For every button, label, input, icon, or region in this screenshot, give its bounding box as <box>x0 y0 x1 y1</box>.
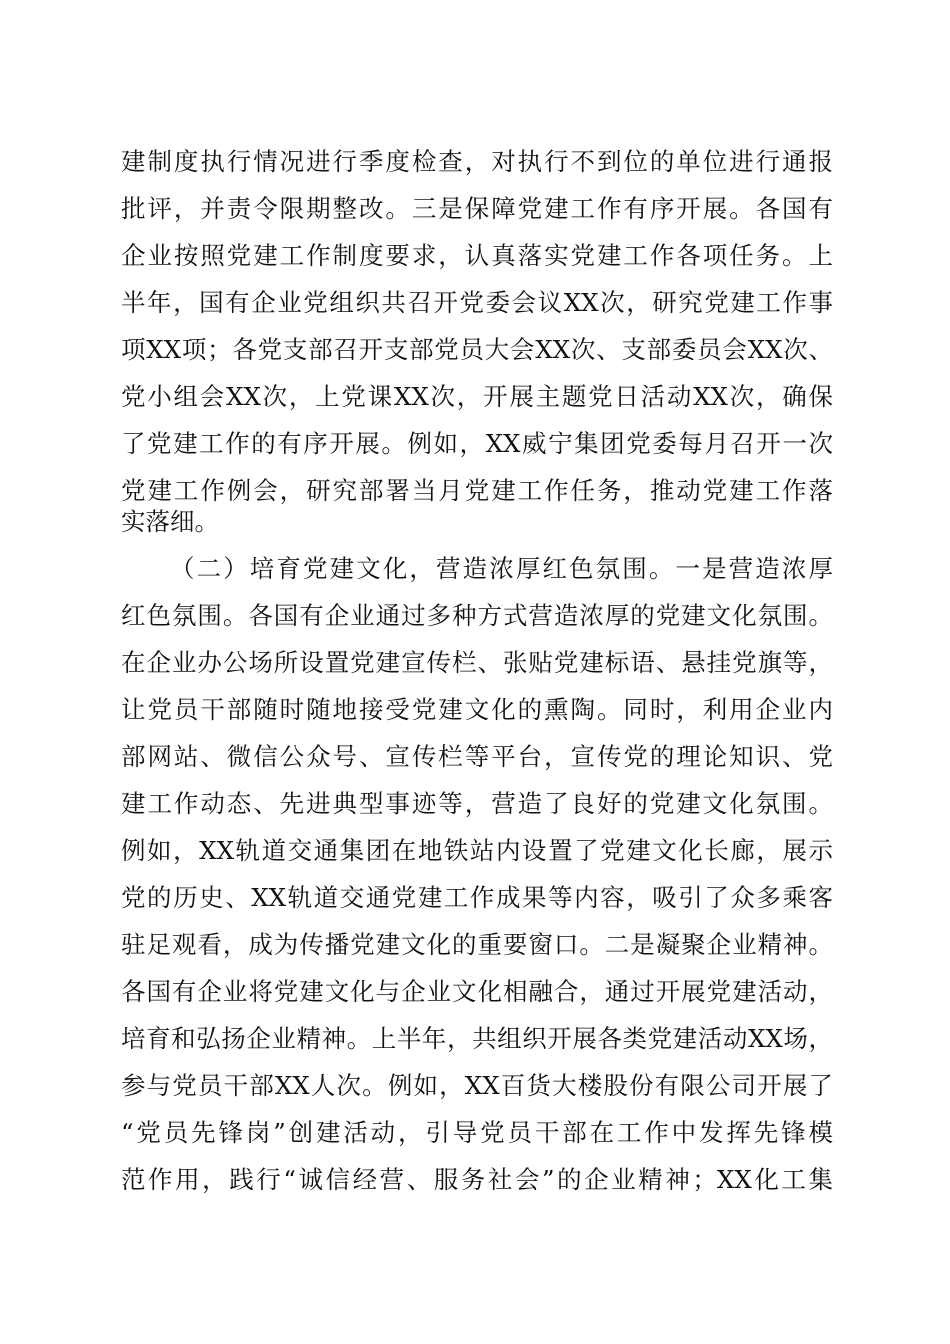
section-heading-line: （二）培育党建文化，营造浓厚红色氛围。一是营造浓厚 <box>170 554 833 583</box>
text-line: 实落细。 <box>121 507 219 536</box>
text-line: 建制度执行情况进行季度检查，对执行不到位的单位进行通报 <box>121 147 833 176</box>
text-line: 了党建工作的有序开展。例如，XX威宁集团党委每月召开一次 <box>121 429 833 458</box>
text-line: 在企业办公场所设置党建宣传栏、张贴党建标语、悬挂党旗等， <box>121 648 833 677</box>
text-line: “党员先锋岗”创建活动，引导党员干部在工作中发挥先锋模 <box>121 1118 833 1147</box>
text-line: 例如，XX轨道交通集团在地铁站内设置了党建文化长廊，展示 <box>121 836 833 865</box>
text-line: 部网站、微信公众号、宣传栏等平台，宣传党的理论知识、党 <box>121 742 833 771</box>
text-line: 项XX项；各党支部召开支部党员大会XX次、支部委员会XX次、 <box>121 335 833 364</box>
text-line: 各国有企业将党建文化与企业文化相融合，通过开展党建活动， <box>121 977 833 1006</box>
text-line: 半年，国有企业党组织共召开党委会议XX次，研究党建工作事 <box>121 288 833 317</box>
text-line: 驻足观看，成为传播党建文化的重要窗口。二是凝聚企业精神。 <box>121 930 833 959</box>
text-line: 党建工作例会，研究部署当月党建工作任务，推动党建工作落 <box>121 476 833 505</box>
text-line: 红色氛围。各国有企业通过多种方式营造浓厚的党建文化氛围。 <box>121 601 833 630</box>
text-line: 让党员干部随时随地接受党建文化的熏陶。同时，利用企业内 <box>121 695 833 724</box>
text-line: 建工作动态、先进典型事迹等，营造了良好的党建文化氛围。 <box>121 789 833 818</box>
text-line: 培育和弘扬企业精神。上半年，共组织开展各类党建活动XX场， <box>121 1024 833 1053</box>
text-line: 党小组会XX次，上党课XX次，开展主题党日活动XX次，确保 <box>121 382 833 411</box>
text-line: 批评，并责令限期整改。三是保障党建工作有序开展。各国有 <box>121 194 833 223</box>
text-line: 企业按照党建工作制度要求，认真落实党建工作各项任务。上 <box>121 241 833 270</box>
text-line: 范作用，践行“诚信经营、服务社会”的企业精神；XX化工集 <box>121 1165 833 1194</box>
text-line: 党的历史、XX轨道交通党建工作成果等内容，吸引了众多乘客 <box>121 883 833 912</box>
text-line: 参与党员干部XX人次。例如，XX百货大楼股份有限公司开展了 <box>121 1071 833 1100</box>
